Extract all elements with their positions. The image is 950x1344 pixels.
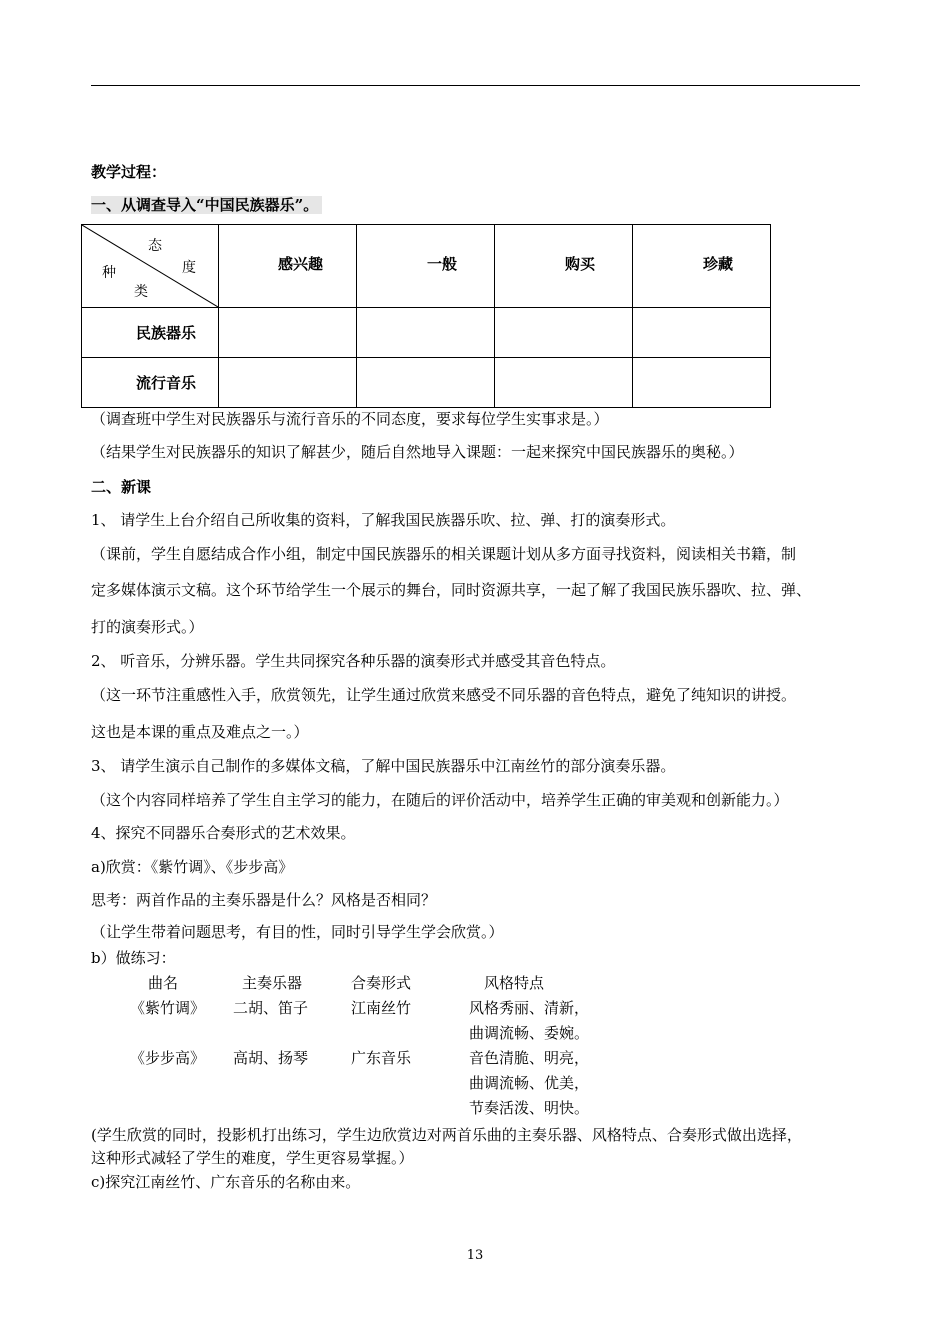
paragraph-note: （这一环节注重感性入手，欣赏领先，让学生通过欣赏来感受不同乐器的音色特点，避免了纯知识的讲授。 (91, 686, 797, 704)
paragraph: 思考：两首作品的主奏乐器是什么？风格是否相同？ (91, 891, 437, 909)
section-one-title: 一、从调查导入“中国民族器乐”。 (91, 195, 322, 215)
table-cell (357, 358, 495, 408)
exercise-cell: 江南丝竹 (351, 999, 412, 1017)
exercise-header: 主奏乐器 (242, 974, 303, 992)
paragraph: 2、 听音乐，分辨乐器。学生共同探究各种乐器的演奏形式并感受其音色特点。 (91, 652, 616, 670)
table-cell (495, 308, 633, 358)
exercise-cell: 音色清脆、明亮， (469, 1049, 590, 1067)
page-number: 13 (466, 1248, 484, 1263)
exercise-cell: 节奏活泼、明快。 (469, 1099, 590, 1117)
survey-note: （调查班中学生对民族器乐与流行音乐的不同态度，要求每位学生实事求是。） (91, 410, 609, 428)
paragraph-note: （课前，学生自愿结成合作小组，制定中国民族器乐的相关课题计划从多方面寻找资料，阅读相关书籍，制 (91, 545, 797, 563)
table-header-cell: 珍藏 (633, 225, 771, 308)
paragraph: a)欣赏：《紫竹调》、《步步高》 (91, 858, 294, 876)
table-header-cell: 一般 (357, 225, 495, 308)
corner-label: 类 (134, 284, 148, 300)
paragraph-note: 定多媒体演示文稿。这个环节给学生一个展示的舞台，同时资源共享，一起了解了我国民族乐器吹、拉、弹、 (91, 581, 812, 599)
table-cell (219, 308, 357, 358)
table-cell (219, 358, 357, 408)
exercise-cell: 《紫竹调》 (130, 999, 206, 1017)
table-row-label: 民族器乐 (82, 308, 219, 358)
paragraph: 1、 请学生上台介绍自己所收集的资料，了解我国民族器乐吹、拉、弹、打的演奏形式。 (91, 511, 676, 529)
corner-label: 度 (182, 260, 196, 276)
survey-result-note: （结果学生对民族器乐的知识了解甚少，随后自然地导入课题：一起来探究中国民族器乐的奥秘。） (91, 443, 744, 461)
paragraph-note: （让学生带着问题思考，有目的性，同时引导学生学会欣赏。） (91, 923, 504, 941)
paragraph-note: （这个内容同样培养了学生自主学习的能力，在随后的评价活动中，培养学生正确的审美观和创新能力。） (91, 791, 789, 809)
paragraph-note: 打的演奏形式。） (91, 618, 204, 636)
exercise-header: 风格特点 (484, 974, 545, 992)
exercise-cell: 风格秀丽、清新， (469, 999, 590, 1017)
section-heading: 教学过程： (91, 163, 167, 181)
paragraph: 3、 请学生演示自己制作的多媒体文稿，了解中国民族器乐中江南丝竹的部分演奏乐器。 (91, 757, 676, 775)
section-two-title: 二、新课 (91, 478, 152, 496)
exercise-header: 合奏形式 (351, 974, 412, 992)
exercise-cell: 高胡、扬琴 (233, 1049, 309, 1067)
paragraph: 4、探究不同器乐合奏形式的艺术效果。 (91, 824, 356, 842)
exercise-cell: 曲调流畅、优美， (469, 1074, 590, 1092)
paragraph: b）做练习： (91, 949, 176, 967)
table-row-label: 流行音乐 (82, 358, 219, 408)
paragraph-note: 这也是本课的重点及难点之一。） (91, 723, 309, 741)
table-cell (495, 358, 633, 408)
exercise-cell: 《步步高》 (130, 1049, 206, 1067)
corner-label: 态 (148, 238, 162, 254)
table-cell (357, 308, 495, 358)
survey-table (81, 224, 771, 408)
exercise-cell: 二胡、笛子 (233, 999, 309, 1017)
exercise-cell: 曲调流畅、委婉。 (469, 1024, 590, 1042)
table-header-cell: 感兴趣 (219, 225, 357, 308)
table-cell (633, 358, 771, 408)
exercise-cell: 广东音乐 (351, 1049, 412, 1067)
header-rule (91, 85, 860, 86)
table-corner-cell (82, 225, 219, 308)
corner-label: 种 (102, 265, 116, 281)
table-cell (633, 308, 771, 358)
paragraph: c)探究江南丝竹、广东音乐的名称由来。 (91, 1173, 361, 1191)
paragraph-note: (学生欣赏的同时，投影机打出练习，学生边欣赏边对两首乐曲的主奏乐器、风格特点、合奏形式做出选择， (91, 1126, 802, 1144)
table-header-cell: 购买 (495, 225, 633, 308)
paragraph-note: 这种形式减轻了学生的难度，学生更容易掌握。） (91, 1149, 414, 1167)
exercise-header: 曲名 (148, 974, 179, 992)
